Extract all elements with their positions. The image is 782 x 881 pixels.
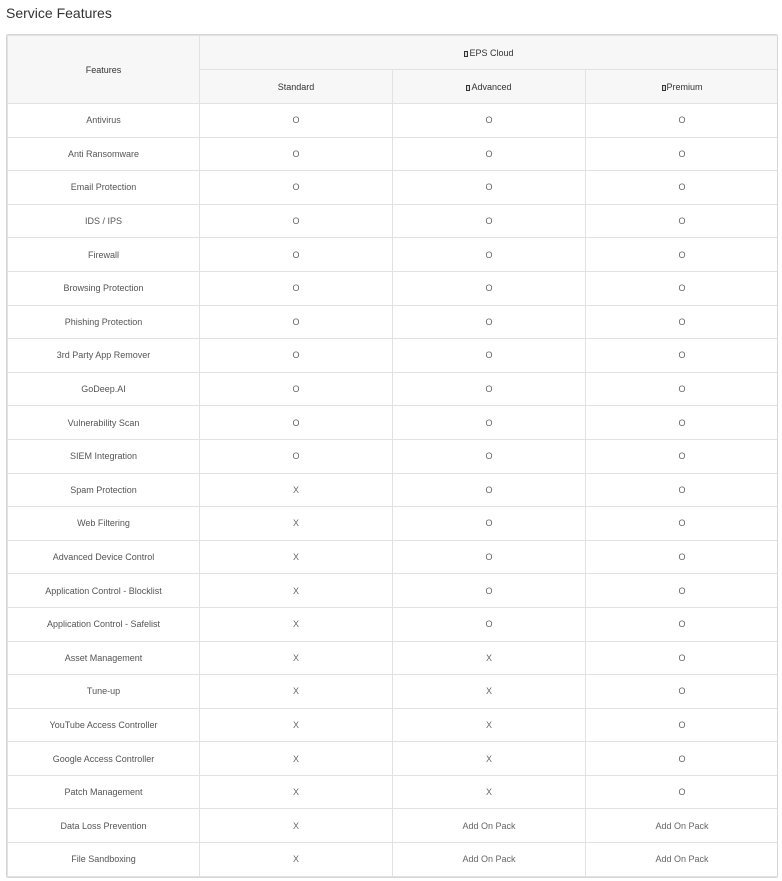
table-row [8,540,779,574]
advanced-value-cell: O [393,574,586,608]
table-row [8,305,779,339]
table-body [8,104,779,877]
group-column-header [200,36,779,70]
tag-icon [464,51,468,57]
standard-value-cell: O [200,406,393,440]
standard-value-cell: X [200,473,393,507]
premium-value-cell: O [586,540,779,574]
advanced-value-cell: O [393,271,586,305]
standard-value-cell: X [200,607,393,641]
feature-name-cell: File Sandboxing [8,843,200,877]
premium-value-cell: O [586,439,779,473]
table-row [8,607,779,641]
advanced-value-cell: X [393,708,586,742]
advanced-value-cell: X [393,742,586,776]
tag-icon [466,85,470,91]
feature-name-cell: Asset Management [8,641,200,675]
feature-name-cell: YouTube Access Controller [8,708,200,742]
premium-value-cell: O [586,104,779,138]
advanced-value-cell: O [393,137,586,171]
table-row [8,507,779,541]
feature-name-cell: Web Filtering [8,507,200,541]
advanced-value-cell: O [393,238,586,272]
standard-value-cell: X [200,641,393,675]
feature-name-cell: SIEM Integration [8,439,200,473]
feature-name-cell: Vulnerability Scan [8,406,200,440]
standard-value-cell: X [200,675,393,709]
feature-name-cell: Data Loss Prevention [8,809,200,843]
advanced-value-cell: O [393,305,586,339]
features-column-header [8,36,200,104]
premium-value-cell: O [586,171,779,205]
table-row [8,809,779,843]
advanced-value-cell: O [393,204,586,238]
standard-value-cell: O [200,271,393,305]
premium-value-cell: O [586,607,779,641]
table-row [8,271,779,305]
feature-name-cell: Application Control - Safelist [8,607,200,641]
standard-value-cell: O [200,305,393,339]
advanced-value-cell: O [393,507,586,541]
advanced-value-cell: Add On Pack [393,809,586,843]
table-row [8,675,779,709]
premium-value-cell: O [586,574,779,608]
advanced-value-cell: Add On Pack [393,843,586,877]
table-row [8,372,779,406]
tag-icon [662,85,666,91]
standard-value-cell: X [200,809,393,843]
feature-name-cell: Browsing Protection [8,271,200,305]
group-header-label: EPS Cloud [469,47,514,58]
table-row [8,204,779,238]
table-row [8,641,779,675]
feature-name-cell: Advanced Device Control [8,540,200,574]
standard-value-cell: X [200,708,393,742]
standard-value-cell: O [200,137,393,171]
premium-value-cell: O [586,675,779,709]
premium-value-cell: O [586,339,779,373]
table-row [8,137,779,171]
standard-value-cell: O [200,238,393,272]
table-row [8,742,779,776]
standard-value-cell: X [200,742,393,776]
feature-name-cell: IDS / IPS [8,204,200,238]
feature-name-cell: Phishing Protection [8,305,200,339]
standard-value-cell: O [200,439,393,473]
standard-value-cell: X [200,775,393,809]
feature-name-cell: Firewall [8,238,200,272]
advanced-value-cell: O [393,607,586,641]
premium-value-cell: O [586,775,779,809]
features-header-label: Features [85,64,122,75]
feature-name-cell: Anti Ransomware [8,137,200,171]
advanced-value-cell: O [393,171,586,205]
premium-value-cell: O [586,271,779,305]
feature-name-cell: Patch Management [8,775,200,809]
table-row [8,574,779,608]
standard-value-cell: O [200,339,393,373]
advanced-value-cell: X [393,775,586,809]
table-row [8,104,779,138]
table-row [8,775,779,809]
table-row [8,439,779,473]
page-title: Service Features [6,5,112,21]
premium-value-cell: Add On Pack [586,843,779,877]
premium-value-cell: O [586,507,779,541]
premium-value-cell: O [586,204,779,238]
advanced-value-cell: O [393,372,586,406]
advanced-value-cell: O [393,104,586,138]
premium-value-cell: Add On Pack [586,809,779,843]
premium-value-cell: O [586,372,779,406]
table-row [8,708,779,742]
plan-header-label: Advanced [471,81,512,92]
advanced-value-cell: O [393,439,586,473]
advanced-value-cell: X [393,675,586,709]
table-header [8,36,779,104]
features-table [7,35,778,877]
feature-name-cell: Spam Protection [8,473,200,507]
standard-value-cell: X [200,574,393,608]
advanced-value-cell: O [393,339,586,373]
features-table-frame [6,34,778,878]
advanced-value-cell: X [393,641,586,675]
table-row [8,339,779,373]
advanced-value-cell: O [393,473,586,507]
premium-value-cell: O [586,473,779,507]
standard-value-cell: O [200,372,393,406]
plan-header-label: Premium [666,81,703,92]
standard-value-cell: O [200,171,393,205]
plan-header-advanced [393,70,586,104]
header-row-group [8,36,779,70]
table-row [8,238,779,272]
table-row [8,406,779,440]
feature-name-cell: 3rd Party App Remover [8,339,200,373]
feature-name-cell: Email Protection [8,171,200,205]
feature-name-cell: Google Access Controller [8,742,200,776]
advanced-value-cell: O [393,540,586,574]
feature-name-cell: Antivirus [8,104,200,138]
plan-header-standard [200,70,393,104]
premium-value-cell: O [586,742,779,776]
table-row [8,171,779,205]
premium-value-cell: O [586,137,779,171]
table-row [8,473,779,507]
feature-name-cell: Application Control - Blocklist [8,574,200,608]
standard-value-cell: X [200,843,393,877]
premium-value-cell: O [586,708,779,742]
advanced-value-cell: O [393,406,586,440]
plan-header-label: Standard [277,81,315,92]
feature-name-cell: Tune-up [8,675,200,709]
features-table-container [6,34,778,878]
premium-value-cell: O [586,238,779,272]
table-row [8,843,779,877]
standard-value-cell: X [200,540,393,574]
standard-value-cell: O [200,204,393,238]
premium-value-cell: O [586,305,779,339]
premium-value-cell: O [586,406,779,440]
standard-value-cell: O [200,104,393,138]
plan-header-premium [586,70,779,104]
premium-value-cell: O [586,641,779,675]
standard-value-cell: X [200,507,393,541]
feature-name-cell: GoDeep.AI [8,372,200,406]
